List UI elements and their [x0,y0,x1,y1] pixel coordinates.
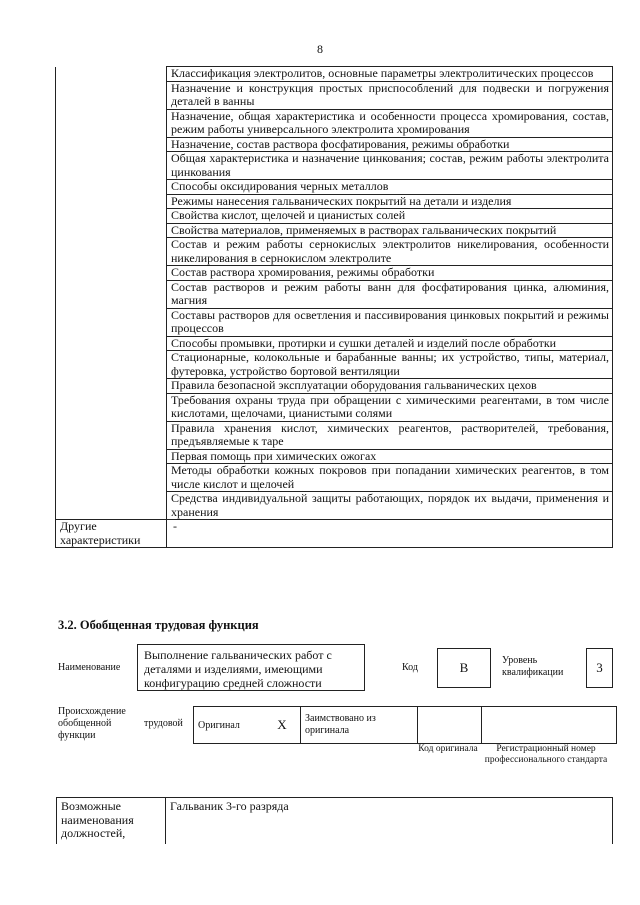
borrowed-label: Заимствовано из оригинала [305,713,376,736]
code-value: B [459,660,469,675]
positions-table [56,797,613,844]
knowledge-item: Свойства кислот, щелочей и цианистых солей [167,209,613,224]
knowledge-item: Классификация электролитов, основные параметры электролитических процессов [167,67,613,82]
qualification-level-value: 3 [596,660,603,675]
original-label-cell [194,707,265,744]
knowledge-item: Режимы нанесения гальванических покрытий на детали и изделия [167,194,613,209]
knowledge-label-cell [56,67,167,520]
knowledge-item: Стационарные, колокольные и барабанные ванны; их устройство, типы, материал, футеровка, устройство бортовой вентиляции [167,351,613,379]
knowledge-item: Свойства материалов, применяемых в растворах гальванических покрытий [167,223,613,238]
code-original-cell [418,707,482,744]
knowledge-item: Способы оксидирования черных металлов [167,180,613,195]
code-label: Код [402,662,418,673]
page-number: 8 [317,42,323,56]
original-label: Оригинал [198,719,240,731]
positions-label-cell [57,798,166,845]
knowledge-item: Состав и режим работы сернокислых электролитов никелирования, особенности никелирования в сернокислом электролите [167,238,613,266]
other-characteristics-label: Другие характеристики [56,520,167,548]
knowledge-item: Назначение, общая характеристика и особенности процесса хромирования, состав, режим работы универсального электролита хромирования [167,109,613,137]
code-box [437,648,491,688]
positions-label: Возможные наименования должностей, [61,799,134,840]
knowledge-item: Средства индивидуальной защиты работающих, порядок их выдачи, применения и хранения [167,492,613,520]
origin-label-labor: трудовой [144,718,183,729]
code-original-caption: Код оригинала [418,744,478,754]
borrowed-cell [301,707,418,744]
knowledge-row [56,67,613,82]
function-name-value: Выполнение гальванических работ с деталями и изделиями, имеющими конфигурацию средней сложности [144,648,332,690]
knowledge-item: Общая характеристика и назначение цинкования; состав, режим работы электролита цинкования [167,152,613,180]
reg-number-caption: Регистрационный номер профессионального стандарта [484,744,608,765]
origin-label: Происхождение обобщенной функции [58,706,126,741]
reg-number-cell [482,707,617,744]
other-characteristics-row [56,520,613,548]
qualification-level-box [586,648,613,688]
qualification-level-label: Уровень квалификации [502,655,564,678]
knowledge-item: Правила хранения кислот, химических реагентов, растворителей, требования, предъявляемые к таре [167,421,613,449]
knowledge-item: Состав раствора хромирования, режимы обработки [167,266,613,281]
section-heading: 3.2. Обобщенная трудовая функция [58,618,259,632]
original-mark-cell [264,707,301,744]
knowledge-item: Методы обработки кожных покровов при попадании химических реагентов, в том числе кислот и щелочей [167,464,613,492]
knowledge-item: Первая помощь при химических ожогах [167,449,613,464]
other-characteristics-value: - [167,520,613,548]
knowledge-item: Правила безопасной эксплуатации оборудования гальванических цехов [167,379,613,394]
positions-value-cell [166,798,613,845]
knowledge-item: Требования охраны труда при обращении с химическими реагентами, в том числе кислотами, щелочами, цианистыми солями [167,393,613,421]
knowledge-item: Назначение, состав раствора фосфатирования, режимы обработки [167,137,613,152]
knowledge-table [55,66,613,548]
positions-value: Гальваник 3-го разряда [170,799,289,813]
knowledge-item: Составы растворов для осветления и пассивирования цинковых покрытий и режимы процессов [167,308,613,336]
function-name-box [137,644,365,691]
knowledge-item: Назначение и конструкция простых приспособлений для подвески и погружения деталей в ванны [167,81,613,109]
knowledge-item: Состав растворов и режим работы ванн для фосфатирования цинка, алюминия, магния [167,280,613,308]
origin-table [193,706,617,744]
knowledge-item: Способы промывки, протирки и сушки деталей и изделий после обработки [167,336,613,351]
original-mark: X [277,717,287,732]
name-label: Наименование [58,662,121,673]
